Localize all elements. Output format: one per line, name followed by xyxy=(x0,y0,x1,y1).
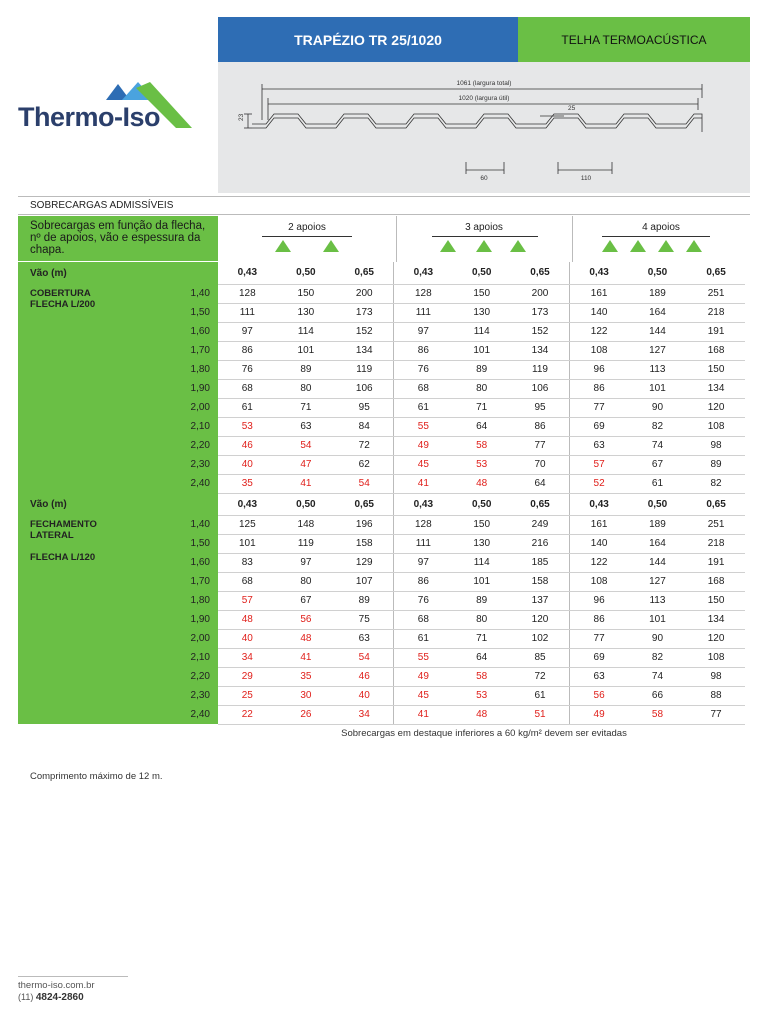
load-value: 82 xyxy=(628,417,687,436)
dim-110-label: 110 xyxy=(580,175,592,182)
load-value: 101 xyxy=(628,379,687,398)
load-value: 45 xyxy=(394,455,453,474)
load-value: 35 xyxy=(277,667,336,686)
group-label-line: FLECHA L/200 xyxy=(30,299,96,310)
load-value: 80 xyxy=(277,379,336,398)
load-value: 48 xyxy=(277,629,336,648)
load-value: 134 xyxy=(687,610,746,629)
load-value: 96 xyxy=(570,591,629,610)
load-value: 150 xyxy=(687,591,746,610)
load-value: 107 xyxy=(335,572,394,591)
load-value: 120 xyxy=(687,398,746,417)
load-value: 70 xyxy=(511,455,570,474)
load-value: 161 xyxy=(570,284,629,303)
load-value: 80 xyxy=(277,572,336,591)
load-value: 101 xyxy=(218,534,277,553)
span-header-row xyxy=(18,262,745,284)
table-row xyxy=(18,515,745,534)
load-value: 89 xyxy=(277,360,336,379)
load-value: 86 xyxy=(570,379,629,398)
apoio-3-header xyxy=(396,216,572,262)
span-value: 2,00 xyxy=(190,402,210,413)
load-value: 196 xyxy=(335,515,394,534)
load-value: 161 xyxy=(570,515,629,534)
load-value: 150 xyxy=(687,360,746,379)
load-value: 85 xyxy=(511,648,570,667)
divider xyxy=(18,214,750,215)
load-value: 71 xyxy=(452,398,511,417)
load-value: 68 xyxy=(394,379,453,398)
span-value: 1,90 xyxy=(190,614,210,625)
load-value: 168 xyxy=(687,341,746,360)
load-value: 191 xyxy=(687,322,746,341)
total-width-label: 1061 (largura total) xyxy=(456,80,512,87)
load-value: 66 xyxy=(628,686,687,705)
load-value: 86 xyxy=(570,610,629,629)
load-value: 101 xyxy=(628,610,687,629)
useful-width-label: 1020 (largura útil) xyxy=(458,95,510,102)
load-value: 89 xyxy=(452,591,511,610)
support-triangle-icon xyxy=(476,240,492,252)
load-value: 56 xyxy=(570,686,629,705)
load-value: 108 xyxy=(687,648,746,667)
phone-number: (11) 4824-2860 xyxy=(18,992,84,1003)
span-value: 2,20 xyxy=(190,671,210,682)
height-label: 23 xyxy=(238,113,245,121)
load-value: 86 xyxy=(218,341,277,360)
load-value: 119 xyxy=(335,360,394,379)
load-value: 54 xyxy=(335,474,394,493)
span-value: 1,90 xyxy=(190,383,210,394)
load-value: 52 xyxy=(570,474,629,493)
load-value: 111 xyxy=(394,303,453,322)
top-dim-label: 25 xyxy=(568,105,576,112)
load-value: 34 xyxy=(335,705,394,724)
load-value: 57 xyxy=(218,591,277,610)
load-value: 84 xyxy=(335,417,394,436)
load-value: 86 xyxy=(511,417,570,436)
load-value: 96 xyxy=(570,360,629,379)
load-value: 119 xyxy=(277,534,336,553)
load-value: 63 xyxy=(277,417,336,436)
load-value: 82 xyxy=(687,474,746,493)
load-value: 41 xyxy=(277,474,336,493)
load-value: 63 xyxy=(335,629,394,648)
load-value: 127 xyxy=(628,572,687,591)
load-value: 82 xyxy=(628,648,687,667)
thickness-header: 0,65 xyxy=(511,262,570,284)
load-value: 41 xyxy=(394,705,453,724)
load-value: 63 xyxy=(570,436,629,455)
load-value: 101 xyxy=(452,341,511,360)
load-value: 58 xyxy=(628,705,687,724)
load-value: 54 xyxy=(335,648,394,667)
group-label-line: COBERTURA xyxy=(30,288,91,299)
load-value: 158 xyxy=(335,534,394,553)
load-value: 61 xyxy=(218,398,277,417)
group-label-line xyxy=(30,541,210,552)
support-triangle-icon xyxy=(440,240,456,252)
load-value: 134 xyxy=(687,379,746,398)
load-value: 88 xyxy=(687,686,746,705)
load-value: 122 xyxy=(570,553,629,572)
load-value: 35 xyxy=(218,474,277,493)
load-value: 108 xyxy=(570,572,629,591)
load-value: 95 xyxy=(511,398,570,417)
span-value: 2,30 xyxy=(190,459,210,470)
group-label-line: FLECHA L/120 xyxy=(30,552,96,563)
load-value: 158 xyxy=(511,572,570,591)
span-value: 2,10 xyxy=(190,421,210,432)
load-value: 86 xyxy=(394,572,453,591)
load-value: 144 xyxy=(628,322,687,341)
thickness-header: 0,65 xyxy=(687,493,746,515)
load-value: 127 xyxy=(628,341,687,360)
support-triangle-icon xyxy=(323,240,339,252)
load-value: 62 xyxy=(335,455,394,474)
load-value: 54 xyxy=(277,436,336,455)
load-value: 114 xyxy=(452,322,511,341)
group-label-line xyxy=(30,310,210,321)
load-value: 152 xyxy=(335,322,394,341)
load-value: 61 xyxy=(394,398,453,417)
load-value: 72 xyxy=(335,436,394,455)
thickness-header: 0,65 xyxy=(335,262,394,284)
load-value: 128 xyxy=(394,515,453,534)
support-triangle-icon xyxy=(510,240,526,252)
load-value: 89 xyxy=(452,360,511,379)
load-value: 98 xyxy=(687,667,746,686)
load-value: 67 xyxy=(628,455,687,474)
thickness-header: 0,65 xyxy=(687,262,746,284)
load-value: 69 xyxy=(570,417,629,436)
load-value: 113 xyxy=(628,360,687,379)
footnote-warning: Sobrecargas em destaque inferiores a 60 kg/m² devem ser evitadas xyxy=(341,728,627,739)
load-value: 56 xyxy=(277,610,336,629)
span-value: 1,50 xyxy=(190,307,210,318)
load-value: 106 xyxy=(511,379,570,398)
load-value: 168 xyxy=(687,572,746,591)
span-value: 2,30 xyxy=(190,690,210,701)
apoio-label: 2 apoios xyxy=(288,222,326,233)
support-triangle-icon xyxy=(602,240,618,252)
load-value: 173 xyxy=(335,303,394,322)
load-value: 173 xyxy=(511,303,570,322)
load-value: 46 xyxy=(218,436,277,455)
load-value: 49 xyxy=(570,705,629,724)
thickness-header: 0,50 xyxy=(452,262,511,284)
load-value: 64 xyxy=(511,474,570,493)
support-triangle-icon xyxy=(275,240,291,252)
load-value: 150 xyxy=(452,515,511,534)
load-value: 41 xyxy=(394,474,453,493)
span-value: 2,10 xyxy=(190,652,210,663)
load-value: 134 xyxy=(335,341,394,360)
logo-text: Thermo-Iso xyxy=(18,102,161,132)
span-value: 1,40 xyxy=(190,288,210,299)
load-value: 95 xyxy=(335,398,394,417)
thickness-header: 0,43 xyxy=(218,493,277,515)
max-length-note: Comprimento máximo de 12 m. xyxy=(30,771,163,782)
load-value: 150 xyxy=(277,284,336,303)
load-value: 53 xyxy=(452,686,511,705)
span-value: 2,00 xyxy=(190,633,210,644)
load-value: 128 xyxy=(394,284,453,303)
load-value: 76 xyxy=(394,591,453,610)
group-label xyxy=(18,515,218,724)
load-value: 129 xyxy=(335,553,394,572)
load-value: 77 xyxy=(570,398,629,417)
thickness-header: 0,50 xyxy=(277,493,336,515)
load-value: 77 xyxy=(687,705,746,724)
dim-60-label: 60 xyxy=(480,175,488,182)
load-value: 108 xyxy=(570,341,629,360)
load-value: 164 xyxy=(628,303,687,322)
profile-diagram xyxy=(218,62,750,193)
load-value: 53 xyxy=(452,455,511,474)
load-value: 114 xyxy=(452,553,511,572)
load-value: 97 xyxy=(394,322,453,341)
load-value: 185 xyxy=(511,553,570,572)
load-value: 140 xyxy=(570,534,629,553)
load-value: 40 xyxy=(335,686,394,705)
load-value: 130 xyxy=(452,303,511,322)
load-value: 55 xyxy=(394,648,453,667)
thickness-header: 0,50 xyxy=(452,493,511,515)
load-value: 89 xyxy=(335,591,394,610)
load-value: 40 xyxy=(218,455,277,474)
load-value: 77 xyxy=(570,629,629,648)
load-value: 164 xyxy=(628,534,687,553)
load-value: 76 xyxy=(394,360,453,379)
load-value: 68 xyxy=(218,379,277,398)
load-value: 80 xyxy=(452,610,511,629)
load-value: 48 xyxy=(452,705,511,724)
thickness-header: 0,43 xyxy=(394,493,453,515)
load-value: 90 xyxy=(628,629,687,648)
website-link[interactable]: thermo-iso.com.br xyxy=(18,980,95,991)
load-value: 251 xyxy=(687,515,746,534)
load-value: 249 xyxy=(511,515,570,534)
thickness-header: 0,43 xyxy=(570,493,629,515)
thickness-header: 0,43 xyxy=(394,262,453,284)
apoio-4-header xyxy=(572,216,750,262)
load-value: 61 xyxy=(511,686,570,705)
thickness-header: 0,50 xyxy=(628,262,687,284)
load-value: 25 xyxy=(218,686,277,705)
apoio-2-header xyxy=(218,216,396,262)
support-triangle-icon xyxy=(630,240,646,252)
load-value: 122 xyxy=(570,322,629,341)
thickness-header: 0,43 xyxy=(570,262,629,284)
load-value: 108 xyxy=(687,417,746,436)
load-value: 218 xyxy=(687,534,746,553)
load-value: 63 xyxy=(570,667,629,686)
span-value: 1,60 xyxy=(190,557,210,568)
load-value: 64 xyxy=(452,648,511,667)
load-value: 68 xyxy=(218,572,277,591)
load-value: 49 xyxy=(394,667,453,686)
load-value: 189 xyxy=(628,515,687,534)
product-subtitle: TELHA TERMOACÚSTICA xyxy=(518,17,750,62)
load-value: 114 xyxy=(277,322,336,341)
load-value: 102 xyxy=(511,629,570,648)
span-value: 1,70 xyxy=(190,576,210,587)
load-value: 72 xyxy=(511,667,570,686)
load-value: 80 xyxy=(452,379,511,398)
divider xyxy=(18,976,128,977)
span-value: 2,40 xyxy=(190,478,210,489)
load-value: 61 xyxy=(628,474,687,493)
load-value: 71 xyxy=(452,629,511,648)
load-value: 58 xyxy=(452,436,511,455)
load-value: 120 xyxy=(687,629,746,648)
load-value: 45 xyxy=(394,686,453,705)
span-value: 1,40 xyxy=(190,519,210,530)
load-value: 200 xyxy=(511,284,570,303)
load-value: 97 xyxy=(394,553,453,572)
group-label-line: LATERAL xyxy=(30,530,74,541)
load-value: 251 xyxy=(687,284,746,303)
load-value: 134 xyxy=(511,341,570,360)
vao-label: Vão (m) xyxy=(18,262,218,284)
load-value: 119 xyxy=(511,360,570,379)
apoio-label: 4 apoios xyxy=(642,222,680,233)
load-value: 29 xyxy=(218,667,277,686)
load-value: 216 xyxy=(511,534,570,553)
load-value: 55 xyxy=(394,417,453,436)
load-value: 200 xyxy=(335,284,394,303)
section-description: Sobrecargas em função da flecha, nº de apoios, vão e espessura da chapa. xyxy=(18,216,218,261)
load-value: 111 xyxy=(394,534,453,553)
load-value: 75 xyxy=(335,610,394,629)
load-value: 89 xyxy=(687,455,746,474)
load-value: 83 xyxy=(218,553,277,572)
load-value: 125 xyxy=(218,515,277,534)
support-triangle-icon xyxy=(658,240,674,252)
load-value: 120 xyxy=(511,610,570,629)
table-row xyxy=(18,284,745,303)
thickness-header: 0,50 xyxy=(277,262,336,284)
load-value: 47 xyxy=(277,455,336,474)
load-value: 34 xyxy=(218,648,277,667)
load-value: 101 xyxy=(277,341,336,360)
load-value: 57 xyxy=(570,455,629,474)
load-value: 30 xyxy=(277,686,336,705)
load-value: 191 xyxy=(687,553,746,572)
load-value: 144 xyxy=(628,553,687,572)
thickness-header: 0,65 xyxy=(511,493,570,515)
load-value: 76 xyxy=(218,360,277,379)
load-value: 40 xyxy=(218,629,277,648)
load-value: 77 xyxy=(511,436,570,455)
load-value: 140 xyxy=(570,303,629,322)
load-value: 152 xyxy=(511,322,570,341)
load-value: 130 xyxy=(452,534,511,553)
apoio-label: 3 apoios xyxy=(465,222,503,233)
thickness-header: 0,43 xyxy=(218,262,277,284)
load-value: 26 xyxy=(277,705,336,724)
load-value: 61 xyxy=(394,629,453,648)
load-value: 69 xyxy=(570,648,629,667)
load-value: 74 xyxy=(628,667,687,686)
load-value: 90 xyxy=(628,398,687,417)
product-title: TRAPÉZIO TR 25/1020 xyxy=(218,17,518,62)
load-value: 97 xyxy=(218,322,277,341)
profile-drawing xyxy=(218,62,750,193)
load-value: 86 xyxy=(394,341,453,360)
load-value: 130 xyxy=(277,303,336,322)
load-value: 71 xyxy=(277,398,336,417)
load-value: 150 xyxy=(452,284,511,303)
load-value: 49 xyxy=(394,436,453,455)
load-value: 148 xyxy=(277,515,336,534)
group-label-line: FECHAMENTO xyxy=(30,519,97,530)
load-table xyxy=(18,262,745,725)
load-value: 106 xyxy=(335,379,394,398)
load-value: 41 xyxy=(277,648,336,667)
load-value: 64 xyxy=(452,417,511,436)
load-value: 113 xyxy=(628,591,687,610)
load-value: 101 xyxy=(452,572,511,591)
span-value: 1,70 xyxy=(190,345,210,356)
thickness-header: 0,65 xyxy=(335,493,394,515)
load-value: 51 xyxy=(511,705,570,724)
load-value: 189 xyxy=(628,284,687,303)
divider xyxy=(18,196,750,197)
load-value: 22 xyxy=(218,705,277,724)
load-value: 111 xyxy=(218,303,277,322)
span-value: 1,80 xyxy=(190,595,210,606)
load-value: 97 xyxy=(277,553,336,572)
section-title: SOBRECARGAS ADMISSÍVEIS xyxy=(30,200,174,211)
span-value: 1,80 xyxy=(190,364,210,375)
load-value: 48 xyxy=(452,474,511,493)
load-value: 218 xyxy=(687,303,746,322)
load-value: 68 xyxy=(394,610,453,629)
load-value: 58 xyxy=(452,667,511,686)
load-value: 53 xyxy=(218,417,277,436)
load-value: 98 xyxy=(687,436,746,455)
span-value: 1,60 xyxy=(190,326,210,337)
load-value: 128 xyxy=(218,284,277,303)
load-value: 137 xyxy=(511,591,570,610)
thickness-header: 0,50 xyxy=(628,493,687,515)
support-triangle-icon xyxy=(686,240,702,252)
load-value: 48 xyxy=(218,610,277,629)
load-value: 46 xyxy=(335,667,394,686)
span-header-row xyxy=(18,493,745,515)
span-value: 2,20 xyxy=(190,440,210,451)
load-value: 74 xyxy=(628,436,687,455)
vao-label: Vão (m) xyxy=(18,493,218,515)
load-value: 67 xyxy=(277,591,336,610)
span-value: 1,50 xyxy=(190,538,210,549)
group-label xyxy=(18,284,218,493)
span-value: 2,40 xyxy=(190,709,210,720)
